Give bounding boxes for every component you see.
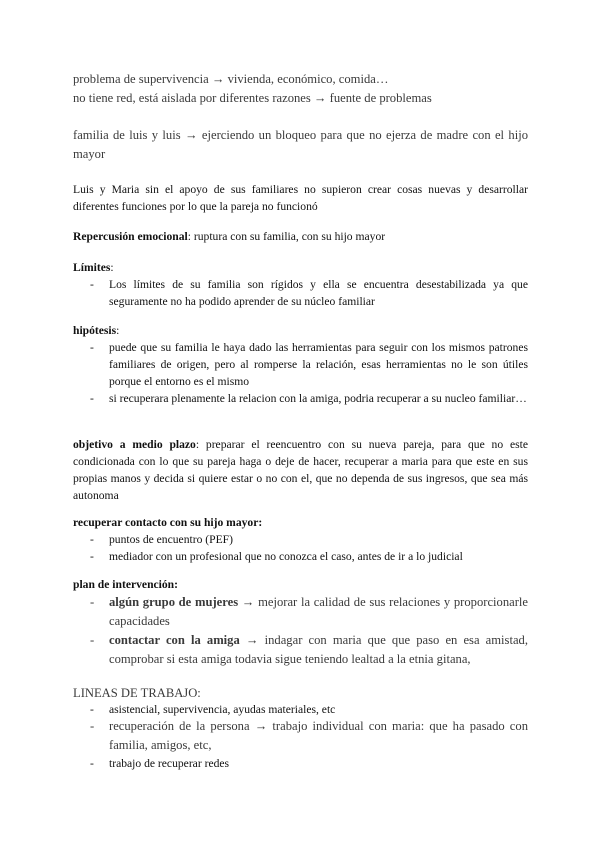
list-item — [73, 593, 528, 631]
list-item — [73, 631, 528, 669]
limites-colon: : — [110, 261, 114, 274]
hipotesis-section — [73, 322, 528, 407]
lineas-list — [73, 701, 528, 718]
red-line: no tiene red, está aislada por diferentes razones → fuente de problemas — [73, 91, 432, 105]
lineas-section — [73, 701, 528, 718]
lineas-list-3 — [73, 755, 528, 772]
limites-section — [73, 259, 528, 310]
plan-item-text: → mejorar la calidad de sus relaciones y proporcionarle capacidades — [109, 595, 529, 628]
plan-items — [73, 593, 528, 669]
limites-heading — [73, 259, 528, 276]
recuperar-list — [73, 531, 528, 565]
repercusion-label: Repercusión emocional — [73, 230, 188, 243]
repercusion-paragraph — [73, 228, 528, 245]
lineas-list-2 — [73, 717, 528, 755]
limites-list — [73, 276, 528, 310]
list-item: - puede que su familia le haya dado las herramientas para seguir con los mismos patrones familiares de origen, pero al romperse la relación, esas herramientas no le son útiles porque el entorno es el mismo — [73, 339, 528, 390]
objetivo-label: objetivo a medio plazo — [73, 438, 196, 451]
lineas-section-2 — [73, 717, 528, 755]
list-item: - mediador con un profesional que no conozca el caso, antes de ir a lo judicial — [73, 548, 528, 565]
plan-label: plan de intervención: — [73, 578, 178, 591]
recuperar-label: recuperar contacto con su hijo mayor: — [73, 516, 263, 529]
plan-item-bold: algún grupo de mujeres — [109, 595, 239, 609]
lineas-heading: LINEAS DE TRABAJO: — [73, 686, 201, 700]
plan-section — [73, 576, 528, 593]
lineas-section-3 — [73, 755, 528, 772]
familia-paragraph: familia de luis y luis → ejerciendo un bloqueo para que no ejerza de madre con el hijo mayor — [73, 128, 528, 161]
luis-maria-paragraph: Luis y Maria sin el apoyo de sus familiares no supieron crear cosas nuevas y desarrollar diferentes funciones por lo que la pareja no funcionó — [73, 183, 528, 213]
objetivo-text: : preparar el reencuentro con su nueva pareja, para que no este condicionada con lo que su pareja haga o deje de hacer, recuperar a maria para que este en sus propias manos y decida si quiere estar o no con el, que no dependa de sus ingresos, que sea más autonoma — [73, 438, 528, 502]
hipotesis-list — [73, 339, 528, 407]
objetivo-paragraph — [73, 436, 528, 504]
list-item: - recuperación de la persona → trabajo individual con maria: que ha pasado con familia, amigos, etc, — [73, 717, 528, 755]
list-item: - puntos de encuentro (PEF) — [73, 531, 528, 548]
list-item: - Los límites de su familia son rígidos y ella se encuentra desestabilizada ya que seguramente no ha podido aprender de su núcleo familiar — [73, 276, 528, 310]
plan-list — [73, 593, 528, 669]
list-item: - trabajo de recuperar redes — [73, 755, 528, 772]
recuperar-section — [73, 514, 528, 565]
hipotesis-label: hipótesis — [73, 324, 117, 337]
limites-label: Límites — [73, 261, 111, 274]
list-item: - asistencial, supervivencia, ayudas materiales, etc — [73, 701, 528, 718]
intro-block — [73, 70, 528, 108]
hipotesis-colon: : — [116, 324, 120, 337]
hipotesis-heading — [73, 322, 528, 339]
list-item: - si recuperara plenamente la relacion con la amiga, podria recuperar a su nucleo familiar… — [73, 390, 528, 407]
repercusion-text: : ruptura con su familia, con su hijo mayor — [187, 230, 386, 243]
supervivencia-line: problema de supervivencia → vivienda, económico, comida… — [73, 72, 389, 86]
plan-item-text: → indagar con maria que que paso en esa amistad, comprobar si esta amiga todavia sigue teniendo lealtad a la etnia gitana, — [109, 633, 528, 666]
plan-item-bold: contactar con la amiga — [109, 633, 240, 647]
